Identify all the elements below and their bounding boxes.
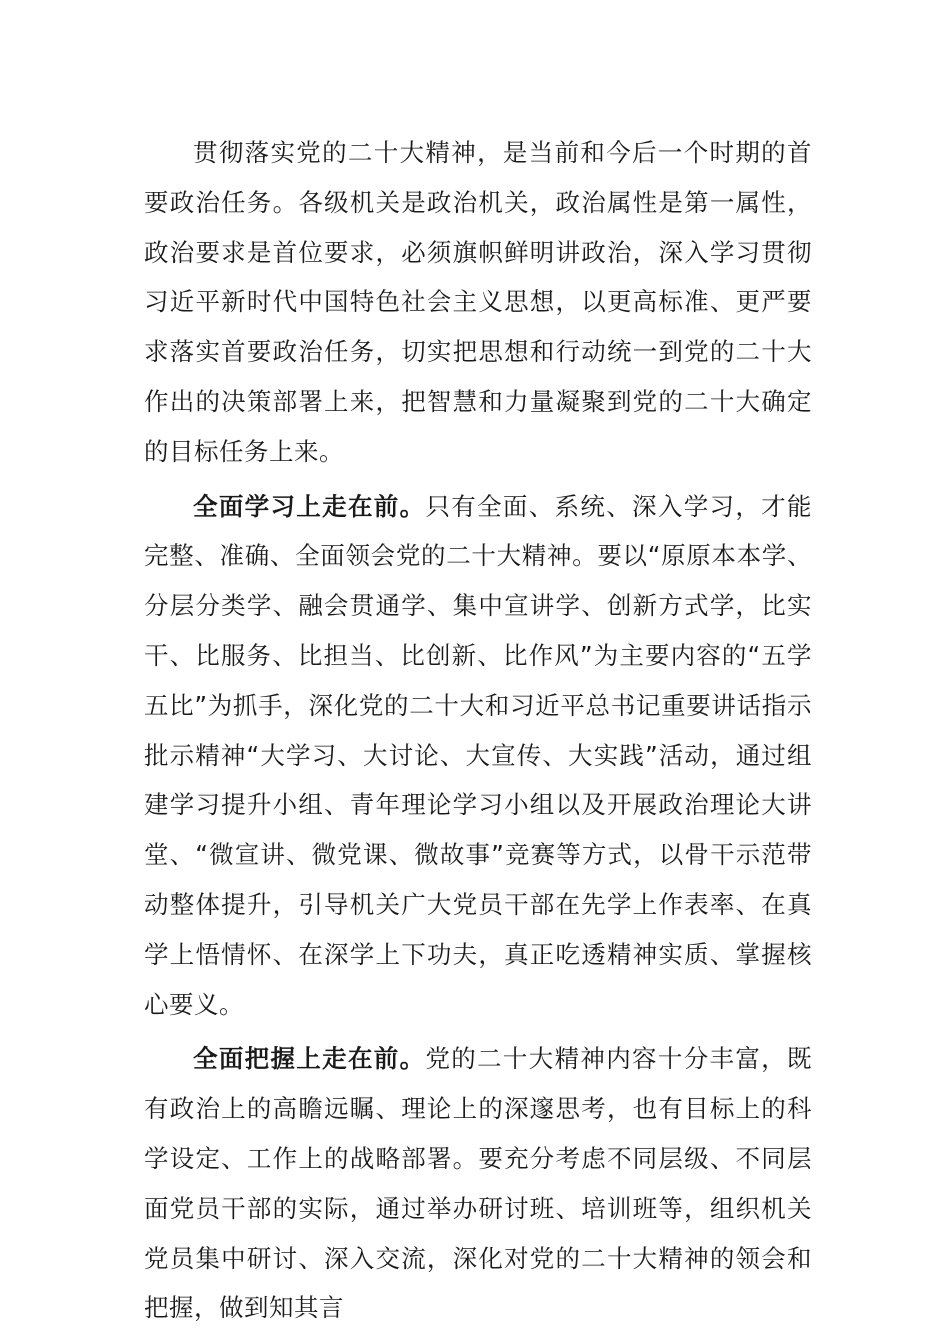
paragraph-comprehensive-grasp xyxy=(144,1034,812,1333)
paragraph-text: 贯彻落实党的二十大精神，是当前和今后一个时期的首要政治任务。各级机关是政治机关，政治属性是第一属性，政治要求是首位要求，必须旗帜鲜明讲政治，深入学习贯彻习近平新时代中国特色社会主义思想，以更高标准、更严要求落实首要政治任务，切实把思想和行动统一到党的二十大作出的决策部署上来，把智慧和力量凝聚到党的二十大确定的目标任务上来。 xyxy=(144,138,812,466)
paragraph-text: 党的二十大精神内容十分丰富，既有政治上的高瞻远瞩、理论上的深邃思考，也有目标上的科学设定、工作上的战略部署。要充分考虑不同层级、不同层面党员干部的实际，通过举办研讨班、培训班等，组织机关党员集中研讨、深入交流，深化对党的二十大精神的领会和把握，做到知其言 xyxy=(144,1044,813,1323)
paragraph-text: 只有全面、系统、深入学习，才能完整、准确、全面领会党的二十大精神。要以“原原本本学、分层分类学、融会贯通学、集中宣讲学、创新方式学，比实干、比服务、比担当、比创新、比作风”为主要内容的“五学五比”为抓手，深化党的二十大和习近平总书记重要讲话指示批示精神“大学习、大讨论、大宣传、大实践”活动，通过组建学习提升小组、青年理论学习小组以及开展政治理论大讲堂、“微宣讲、微党课、微故事”竞赛等方式，以骨干示范带动整体提升，引导机关广大党员干部在先学上作表率、在真学上悟情怀、在深学上下功夫，真正吃透精神实质、掌握核心要义。 xyxy=(144,491,813,1019)
paragraph-intro xyxy=(144,128,812,477)
paragraph-comprehensive-study xyxy=(144,482,812,1030)
paragraph-lead: 全面学习上走在前。 xyxy=(193,491,426,521)
document-page xyxy=(144,128,812,1333)
paragraph-lead: 全面把握上走在前。 xyxy=(193,1044,426,1074)
